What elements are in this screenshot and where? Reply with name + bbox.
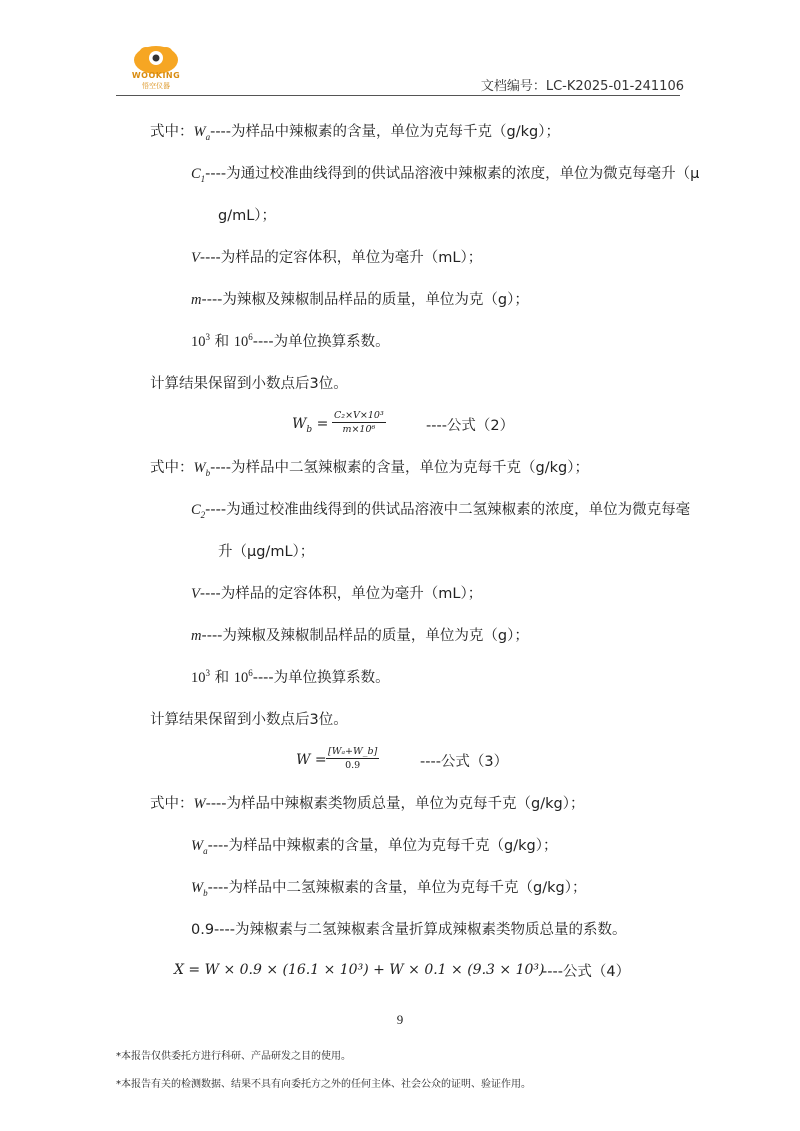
- definition-text: ----为单位换算系数。: [252, 334, 390, 350]
- symbol: W: [191, 838, 204, 854]
- coef-base: 10: [233, 670, 249, 686]
- coef-exp: 3: [205, 668, 210, 679]
- formula-2: [292, 416, 329, 435]
- equals-sign: =: [316, 416, 329, 432]
- equals-sign: =: [314, 752, 327, 768]
- coef-base: 10: [191, 670, 206, 686]
- definition-coefficient: [191, 668, 390, 688]
- symbol: V: [191, 250, 200, 266]
- formula-lhs: W: [292, 416, 307, 432]
- definition-text: ----为通过校准曲线得到的供试品溶液中辣椒素的浓度，单位为微克每毫升（μ: [205, 166, 700, 182]
- fraction-denominator: m×10⁶: [342, 424, 376, 435]
- logo-brand-text: WOOKING: [131, 71, 181, 80]
- fraction-denominator: 0.9: [345, 760, 361, 771]
- fraction-numerator: C₂×V×10³: [334, 410, 384, 421]
- symbol: C: [191, 502, 201, 518]
- definition-wa: [191, 836, 557, 856]
- definition-text: ----为样品中辣椒素类物质总量，单位为克每千克（g/kg）；: [205, 796, 585, 812]
- formula-lhs: W: [296, 752, 311, 768]
- definition-text: ----为样品中辣椒素的含量，单位为克每千克（g/kg）；: [210, 124, 560, 140]
- symbol: m: [191, 292, 202, 308]
- definition-c1: [191, 164, 699, 184]
- definition-m: [191, 626, 529, 646]
- formula-expression: X = W × 0.9 × (16.1 × 10³) + W × 0.1 × (9.3 × 10³): [174, 962, 545, 978]
- formula-4: [174, 962, 544, 978]
- symbol: m: [191, 628, 202, 644]
- symbol: V: [191, 586, 200, 602]
- footnote-2: *本报告有关的检测数据、结果不具有向委托方之外的任何主体、社会公众的证明、验证作用。: [116, 1079, 531, 1090]
- intro-label: 式中：: [150, 124, 194, 140]
- conjunction: 和: [214, 670, 230, 686]
- definition-wa: [150, 122, 560, 142]
- definition-text: ----为辣椒及辣椒制品样品的质量，单位为克（g）；: [201, 628, 529, 644]
- definition-c2-continued: 升（μg/mL）；: [218, 544, 315, 560]
- formula-3-label: ----公式（3）: [420, 754, 509, 770]
- definition-m: [191, 290, 529, 310]
- symbol: W: [193, 796, 206, 812]
- intro-label: 式中：: [150, 460, 194, 476]
- result-note: 计算结果保留到小数点后3位。: [150, 712, 348, 728]
- definition-text: ----为单位换算系数。: [252, 670, 390, 686]
- definition-c2: [191, 500, 690, 520]
- coef-exp: 6: [248, 332, 253, 343]
- formula-lhs-sub: b: [306, 424, 313, 435]
- footnote-1: *本报告仅供委托方进行科研、产品研发之目的使用。: [116, 1051, 351, 1062]
- definition-text: ----为样品的定容体积，单位为毫升（mL）；: [199, 250, 483, 266]
- document-number: 文档编号：LC-K2025-01-241106: [480, 79, 684, 94]
- definition-text: ----为样品中二氢辣椒素的含量，单位为克每千克（g/kg）；: [207, 880, 587, 896]
- symbol: C: [191, 166, 201, 182]
- definition-wb: [150, 458, 589, 478]
- header-divider: [116, 95, 680, 96]
- definition-w: [150, 794, 584, 814]
- symbol: W: [193, 124, 206, 140]
- formula-4-label: ----公式（4）: [542, 964, 631, 980]
- symbol: W: [191, 880, 204, 896]
- conjunction: 和: [214, 334, 230, 350]
- subscript: a: [203, 845, 208, 856]
- coef-base: 10: [191, 334, 206, 350]
- definition-coefficient-09: 0.9----为辣椒素与二氢辣椒素含量折算成辣椒素类物质总量的系数。: [191, 922, 627, 938]
- coef-exp: 3: [205, 332, 210, 343]
- formula-2-fraction: [332, 410, 386, 435]
- symbol: W: [193, 460, 206, 476]
- definition-text: ----为样品中辣椒素的含量，单位为克每千克（g/kg）；: [207, 838, 558, 854]
- coef-exp: 6: [248, 668, 253, 679]
- subscript: a: [205, 131, 211, 142]
- formula-3-fraction: [326, 746, 379, 771]
- logo-cn-text: 悟空仪器: [142, 82, 170, 90]
- intro-label: 式中：: [150, 796, 194, 812]
- fraction-numerator: [Wₐ+W_b]: [328, 746, 378, 757]
- page-number: 9: [396, 1012, 404, 1027]
- definition-text: ----为样品中二氢辣椒素的含量，单位为克每千克（g/kg）；: [210, 460, 589, 476]
- definition-c1-continued: g/mL）；: [218, 208, 277, 224]
- formula-2-label: ----公式（2）: [426, 418, 515, 434]
- subscript: 2: [200, 509, 206, 520]
- company-logo: [128, 40, 184, 92]
- definition-coefficient: [191, 332, 390, 352]
- subscript: b: [205, 467, 211, 478]
- definition-wb: [191, 878, 586, 898]
- subscript: 1: [200, 173, 206, 184]
- definition-v: [191, 584, 482, 604]
- subscript: b: [203, 887, 208, 898]
- result-note: 计算结果保留到小数点后3位。: [150, 376, 348, 392]
- definition-text: ----为样品的定容体积，单位为毫升（mL）；: [199, 586, 483, 602]
- definition-v: [191, 248, 482, 268]
- definition-text: ----为辣椒及辣椒制品样品的质量，单位为克（g）；: [201, 292, 529, 308]
- definition-text: ----为通过校准曲线得到的供试品溶液中二氢辣椒素的浓度，单位为微克每毫: [205, 502, 691, 518]
- formula-3: [296, 752, 327, 768]
- coef-base: 10: [233, 334, 249, 350]
